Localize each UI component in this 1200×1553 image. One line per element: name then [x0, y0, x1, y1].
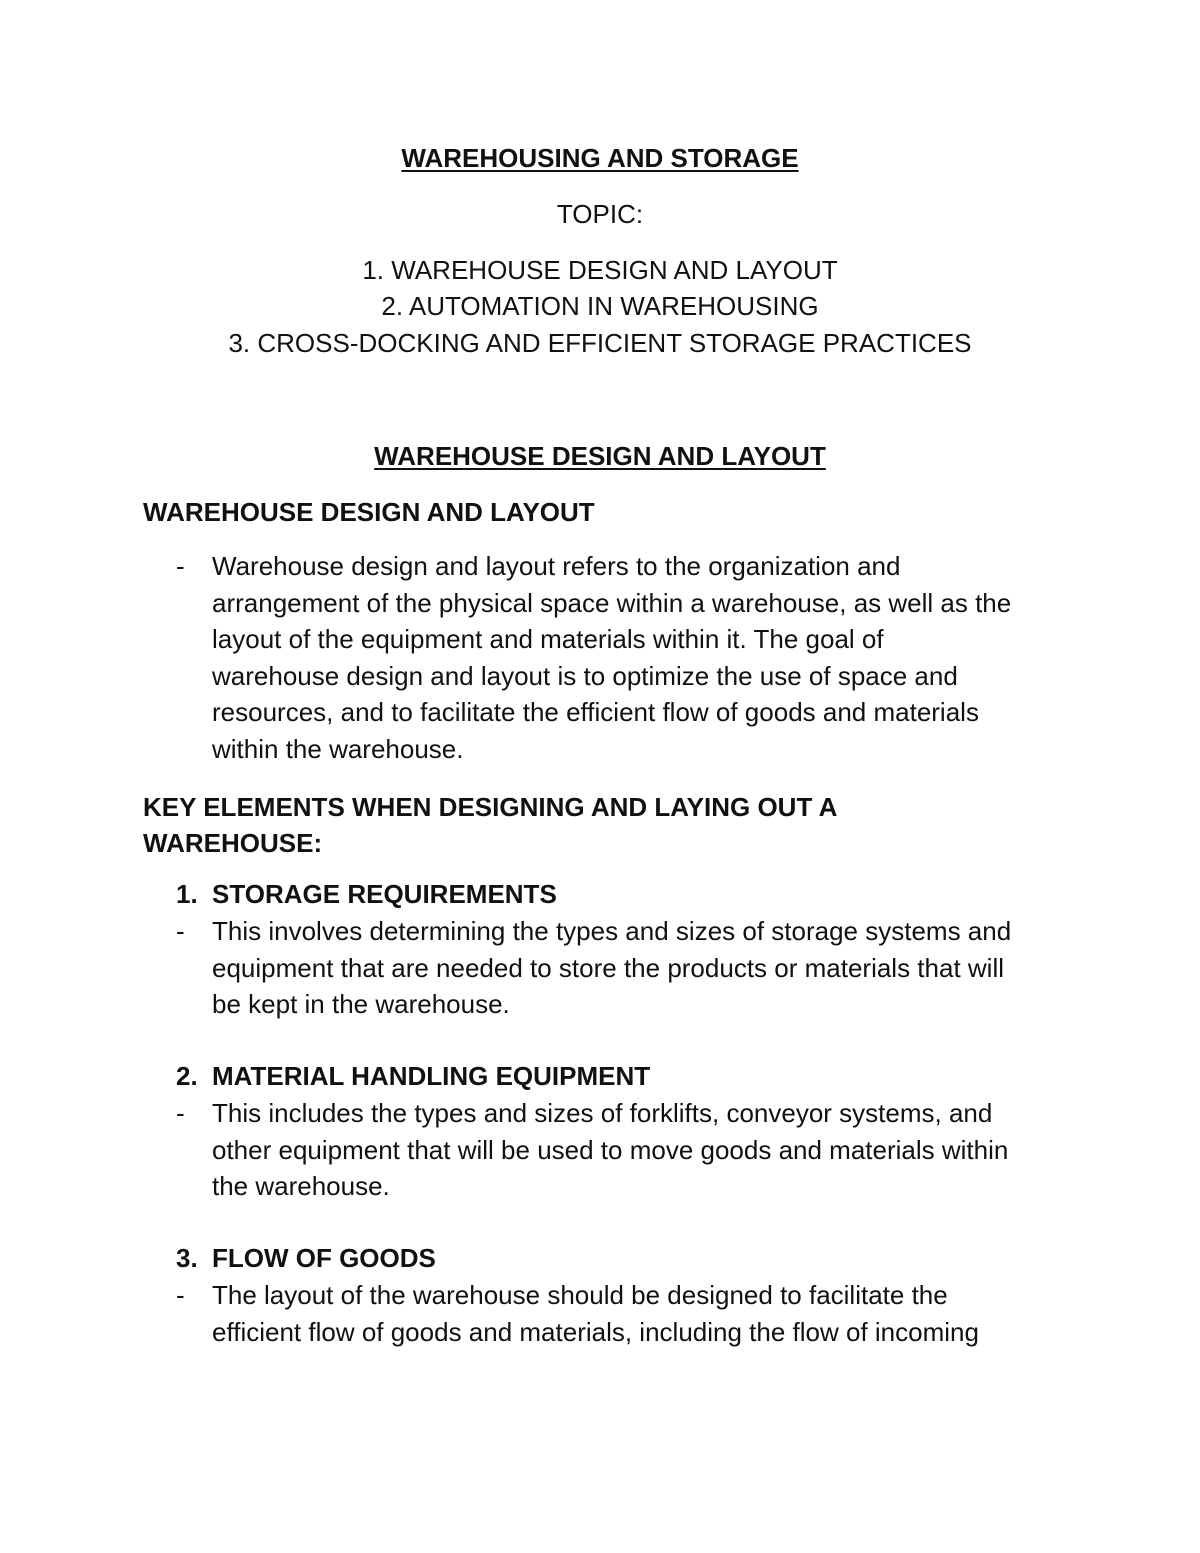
- element-heading-3: [176, 1243, 436, 1273]
- element-heading-2: [176, 1061, 650, 1091]
- topic-item-2: 2. AUTOMATION IN WAREHOUSING: [381, 291, 819, 321]
- element-line: be kept in the warehouse.: [212, 989, 510, 1019]
- element-line: equipment that are needed to store the products or materials that will: [212, 952, 1004, 983]
- bullet-dash: -: [176, 916, 185, 946]
- key-elements-heading-line: WAREHOUSE:: [143, 828, 323, 858]
- intro-line: within the warehouse.: [212, 733, 464, 764]
- intro-paragraph: [212, 548, 1072, 767]
- element-heading-1: [176, 879, 557, 909]
- document-title: WAREHOUSING AND STORAGE: [401, 143, 799, 173]
- intro-line: Warehouse design and layout refers to the organization and: [212, 551, 901, 581]
- element-paragraph-1: [212, 913, 1072, 1023]
- intro-line: warehouse design and layout is to optimize the use of space and: [212, 660, 958, 691]
- section-title: WAREHOUSE DESIGN AND LAYOUT: [374, 441, 826, 471]
- topic-label: TOPIC:: [556, 199, 644, 229]
- element-line: the warehouse.: [212, 1171, 390, 1201]
- element-line: efficient flow of goods and materials, including the flow of incoming: [212, 1316, 979, 1347]
- topic-item-3: 3. CROSS-DOCKING AND EFFICIENT STORAGE PRACTICES: [228, 328, 972, 358]
- key-elements-heading-line: KEY ELEMENTS WHEN DESIGNING AND LAYING OUT A: [143, 792, 838, 822]
- element-title: MATERIAL HANDLING EQUIPMENT: [212, 1061, 651, 1091]
- element-paragraph-3: [212, 1277, 1072, 1350]
- bullet-dash: -: [176, 1098, 185, 1128]
- element-title: FLOW OF GOODS: [212, 1243, 436, 1273]
- element-number: 1.: [176, 879, 198, 909]
- element-line: other equipment that will be used to move goods and materials within: [212, 1134, 1009, 1165]
- element-number: 3.: [176, 1243, 198, 1273]
- element-paragraph-2: [212, 1095, 1072, 1205]
- topic-item-1: 1. WAREHOUSE DESIGN AND LAYOUT: [362, 255, 838, 285]
- bullet-dash: -: [176, 1280, 185, 1310]
- intro-line: resources, and to facilitate the efficient flow of goods and materials: [212, 697, 979, 727]
- bullet-dash: -: [176, 551, 185, 581]
- element-line: This involves determining the types and sizes of storage systems and: [212, 916, 1012, 946]
- element-line: The layout of the warehouse should be designed to facilitate the: [212, 1280, 948, 1310]
- intro-line: layout of the equipment and materials within it. The goal of: [212, 624, 884, 654]
- intro-line: arrangement of the physical space within a warehouse, as well as the: [212, 587, 1012, 618]
- element-title: STORAGE REQUIREMENTS: [212, 879, 557, 909]
- section-heading: WAREHOUSE DESIGN AND LAYOUT: [143, 497, 595, 527]
- element-number: 2.: [176, 1061, 198, 1091]
- element-line: This includes the types and sizes of forklifts, conveyor systems, and: [212, 1098, 993, 1128]
- key-elements-heading: [143, 789, 837, 861]
